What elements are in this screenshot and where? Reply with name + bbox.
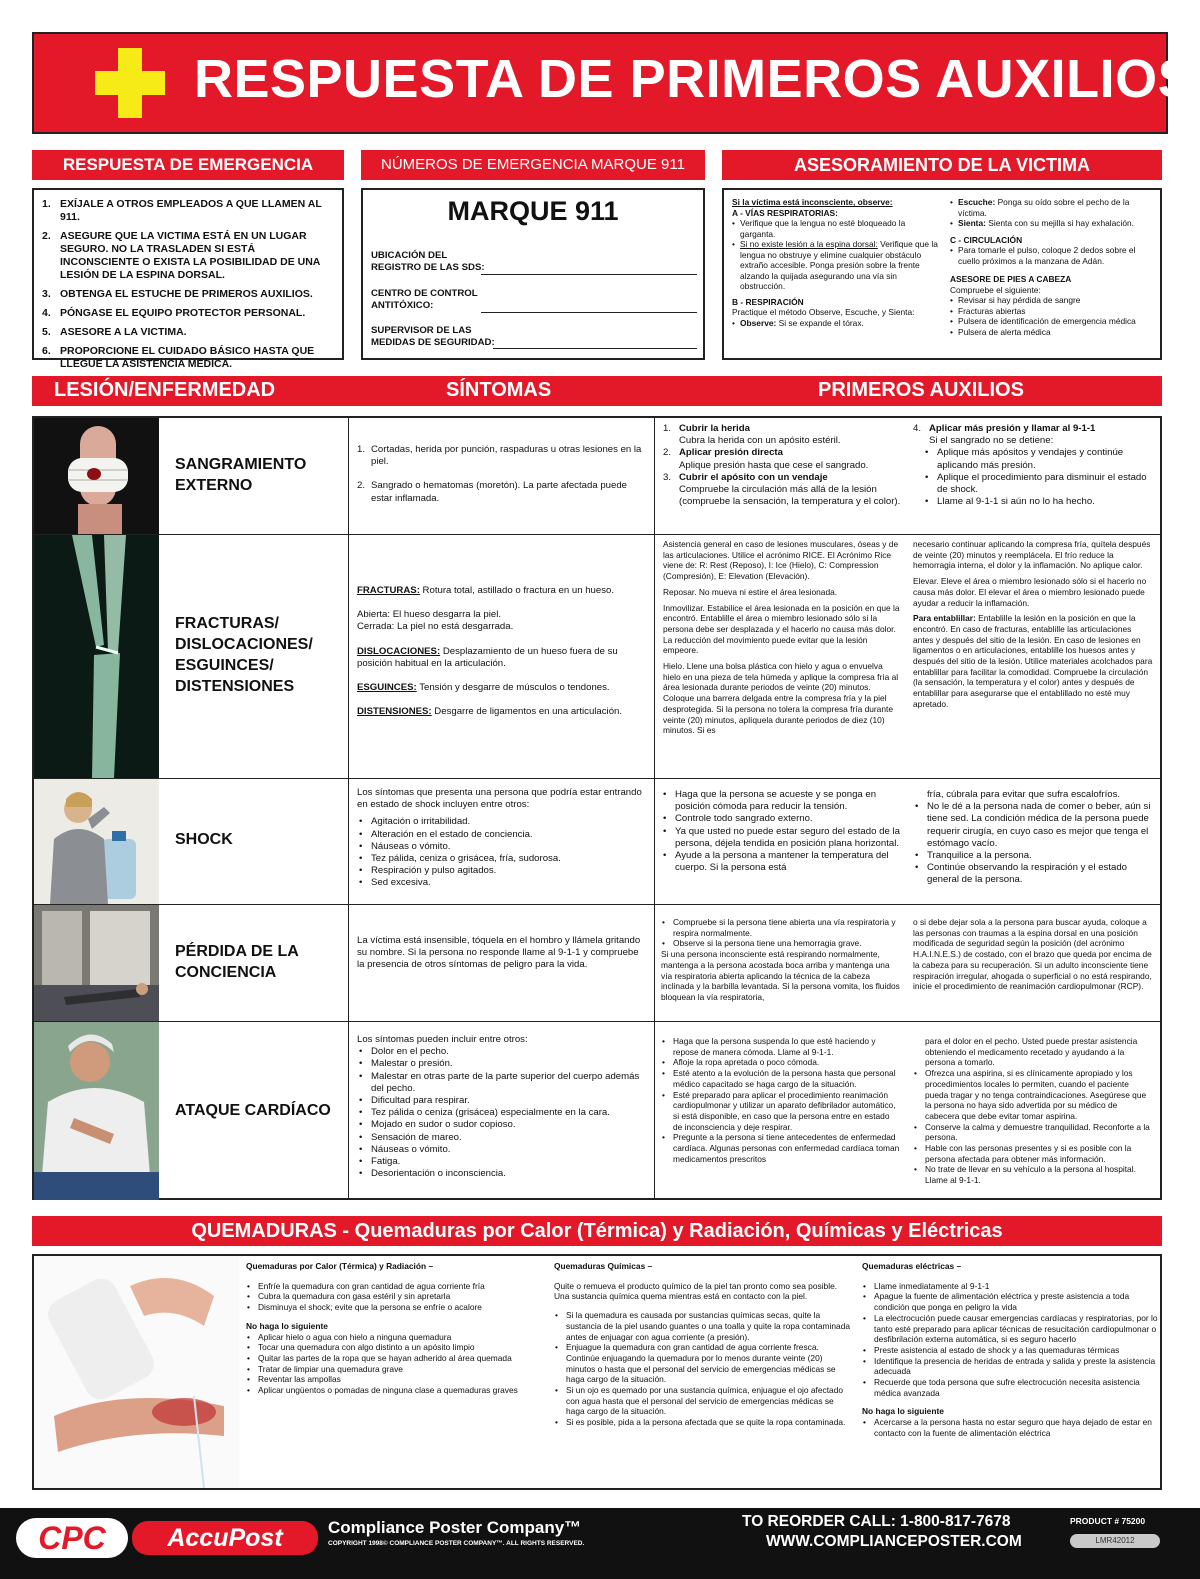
list-item: • Observe si la persona tiene una hemorragia grave. <box>661 938 901 949</box>
list-item: • Controle todo sangrado externo. <box>661 813 901 825</box>
sds-location-line[interactable] <box>481 274 697 275</box>
list-item: • Quitar las partes de la ropa que se hayan adherido al área quemada <box>246 1353 542 1364</box>
head-to-toe-title: ASESORE DE PIES A CABEZA <box>950 274 1072 284</box>
list-item: • Tratar de limpiar una quemadura grave <box>246 1364 542 1375</box>
injury-name: ATAQUE CARDÍACO <box>175 1102 331 1119</box>
list-item: • Observe: Si se expande el tórax. <box>732 318 942 329</box>
unconscious-aid-cont: o si debe dejar sola a la persona para buscar ayuda, coloque a las personas con traumas a la espina dorsal en una posición modificada de seguridad según la posición (del acrónimo H.A.I.N.E.S.) de costado, con el brazo que queda por encima de la cabeza para su recuperación. Si un adulto inconsciente tiene respiración irregular, ahogada o superficial o no está respirando, inicie el procedimiento de reanimación cardiopulmonar (RCP). <box>913 917 1152 992</box>
poison-control-label: CENTRO DE CONTROL ANTITÓXICO: <box>371 288 478 311</box>
bandaged-finger-image <box>34 418 159 534</box>
fracture-def: FRACTURAS: Rotura total, astillado o fractura en un hueso. <box>357 585 615 596</box>
list-item: • Fracturas abiertas <box>950 306 1158 317</box>
list-item: 2. Aplicar presión directa Aplique presión hasta que cese el sangrado. <box>663 447 869 471</box>
list-item: • Malestar en otras parte de la parte superior del cuerpo además del pecho. <box>357 1071 646 1095</box>
list-item: • Aplique más apósitos y vendajes y continúe aplicando más presión. <box>923 447 1154 471</box>
xray-image <box>34 535 159 778</box>
list-item: • Si no existe lesión a la espina dorsal: Verifique que la lengua no obstruye y elimine cualquier obstáculo extraño accesible. Ponga presión sobre la frente alzando la quijada asegurando una vía sin obstrucción. <box>732 239 942 292</box>
chemical-title: Quemaduras Químicas – <box>554 1261 653 1271</box>
list-item: 1. EXÍJALE A OTROS EMPLEADOS A QUE LLAMEN AL 911. <box>42 198 322 223</box>
strain-def: DISTENSIONES: Desgarre de ligamentos en una articulación. <box>357 706 623 718</box>
column-header-bar <box>32 376 1162 406</box>
thermal-burns <box>246 1261 542 1396</box>
injury-table <box>32 416 1162 1200</box>
table-row <box>34 418 1160 535</box>
list-item: • Respiración y pulso agitados. <box>357 865 646 877</box>
list-item: • Reventar las ampollas <box>246 1374 542 1385</box>
list-item: 6. PROPORCIONE EL CUIDADO BÁSICO HASTA QUE LLEGUE LA ASISTENCIA MÉDICA. <box>42 345 315 370</box>
thermal-dont-title: No haga lo siguiente <box>246 1320 328 1331</box>
first-aid-cell <box>655 1022 907 1200</box>
list-item: • Pulsera de identificación de emergencia médica <box>950 316 1158 327</box>
list-item: • Disminuya el shock; evite que la persona se enfríe o acalore <box>246 1302 542 1313</box>
list-item: • Dolor en el pecho. <box>357 1046 646 1058</box>
first-aid-cell <box>907 535 1160 778</box>
chemical-burns <box>554 1261 852 1428</box>
rice-intro: Asistencia general en caso de lesiones musculares, óseas y de las articulaciones. Utilice el acrónimo RICE. El Acrónimo Rice viene de: R: Rest (Reposo), I: Ice (Hielo), C: Compression (Compresión), E: Elevation (Elevación). <box>663 539 899 582</box>
website-link[interactable]: WWW.COMPLIANCEPOSTER.COM <box>766 1533 1022 1550</box>
safety-supervisor-label: SUPERVISOR DE LAS MEDIDAS DE SEGURIDAD: <box>371 325 495 348</box>
list-item: • Mojado en sudor o sudor copioso. <box>357 1119 646 1131</box>
list-item: 1. Cubrir la herida Cubra la herida con un apósito estéril. <box>663 423 841 447</box>
list-item: • Esté atento a la evolución de la persona hasta que personal médico capacitado se haga cargo de la situación. <box>661 1068 901 1089</box>
footer <box>0 1508 1200 1579</box>
list-item: • Enjuague la quemadura con gran cantidad de agua corriente fresca. Continúe enjuagando la quemadura por lo menos durante veinte (20) minutos o hasta que el personal del servicio de emergencias médicas se haga cargo de la situación. <box>554 1342 852 1385</box>
list-item: • Tocar una quemadura con algo distinto a un apósito limpio <box>246 1342 542 1353</box>
list-item: 5. ASESORE A LA VICTIMA. <box>42 326 187 338</box>
shock-intro: Los síntomas que presenta una persona que podría estar entrando en estado de shock incluyen entre otros: <box>357 787 642 811</box>
list-item: • Agitación o irritabilidad. <box>357 816 646 828</box>
list-item: • Aplicar hielo o agua con hielo a ninguna quemadura <box>246 1332 542 1343</box>
unconscious-person-image <box>34 905 159 1021</box>
list-item: • No le dé a la persona nada de comer o beber, aún si tiene sed. La condición médica de la persona puede requerir cirugía, en cuyo caso es mejor que tenga el estómago vacío. <box>913 801 1154 850</box>
heart-aid-cont: para el dolor en el pecho. Usted puede prestar asistencia obteniendo el medicamento recetado y ayudando a la persona a tomarlo. <box>925 1036 1138 1068</box>
head-to-toe-text: Compruebe el siguiente: <box>950 284 1041 295</box>
injury-cell <box>159 905 349 1021</box>
airway-title: A - VÍAS RESPIRATORIAS: <box>732 207 838 218</box>
safety-supervisor-line[interactable] <box>493 348 697 349</box>
list-item: • Hable con las personas presentes y si es posible con la persona afectada para obtener más información. <box>913 1143 1154 1164</box>
list-item: • Conserve la calma y demuestre tranquilidad. Reconforte a la persona. <box>913 1122 1154 1143</box>
company-name: Compliance Poster Company™ <box>328 1518 582 1537</box>
unconscious-symptoms: La víctima está insensible, tóquela en el hombro y llámela gritando su nombre. Si la persona no responde llame al 9-1-1 y compruebe la presencia de otros síntomas de peligro para la vida. <box>357 935 641 971</box>
list-item: • Compruebe si la persona tiene abierta una vía respiratoria y respira normalmente. <box>661 917 901 938</box>
first-aid-cell <box>655 535 907 778</box>
list-item: • Tez pálida, ceniza o grisácea, fría, sudorosa. <box>357 853 646 865</box>
injury-name: FRACTURAS/ DISLOCACIONES/ ESGUINCES/ DISTENSIONES <box>175 615 313 695</box>
immobilize-text: Inmovilizar. Estabilice el área lesionada en la posición en que la encontró. Entablille el área o miembro lesionado sólo si la persona debe ser desplazada y el hacerlo no causa más dolor. La reducción del movimiento puede evitar que la lesión empeore. <box>663 602 900 656</box>
circulation-title: C - CIRCULACIÓN <box>950 234 1023 245</box>
first-aid-cell <box>907 1022 1160 1200</box>
assess-box <box>722 188 1162 360</box>
ice-text: Hielo. Llene una bolsa plástica con hielo y agua o envuelva hielo en una pieza de tela húmeda y aplique la compresa fría al área lesionada durante periodos de veinte (20) minutos. Coloque una barrera delgada entre la compresa fría y la piel desprotegida. Si la persona no tolera la compresa fría durante veinte (20) minutos, aplíquela durante periodos de diez (10) minutos. Si es <box>663 661 899 736</box>
electrical-burns <box>862 1261 1158 1439</box>
list-item: • Náuseas o vómito. <box>357 1144 646 1156</box>
first-aid-cell <box>655 779 907 904</box>
symptoms-cell <box>349 779 655 904</box>
table-row <box>34 535 1160 779</box>
elevate-text: Elevar. Eleve el área o miembro lesionado sólo si el hacerlo no causa más dolor. El elevar el área o miembro lesionado puede ayudar a reducir la inflamación. <box>913 576 1147 608</box>
page-title: RESPUESTA DE PRIMEROS AUXILIOS <box>194 49 1195 109</box>
col-symptoms: SÍNTOMAS <box>446 379 552 401</box>
injury-cell <box>159 418 349 534</box>
burns-heading: QUEMADURAS - Quemaduras por Calor (Térmica) y Radiación, Químicas y Eléctricas <box>32 1216 1162 1246</box>
assess-left <box>732 197 942 328</box>
list-item: • Si un ojo es quemado por una sustancia química, enjuague el ojo afectado con agua hasta que el personal del servicio de emergencias médicas se haga cargo de la situación. <box>554 1385 852 1417</box>
list-item: • Tranquilice a la persona. <box>913 850 1154 862</box>
symptoms-cell <box>349 418 655 534</box>
chemical-intro: Quite o remueva el producto químico de la piel tan pronto como sea posible. Una sustancia química quema mientras está en contacto con la piel. <box>554 1280 838 1302</box>
shock-cont: fría, cúbrala para evitar que sufra escalofríos. <box>927 789 1121 800</box>
col-first-aid: PRIMEROS AUXILIOS <box>818 379 1024 401</box>
list-item: • Para tomarle el pulso, coloque 2 dedos sobre el cuello próximos a la manzana de Adán. <box>950 245 1158 266</box>
poison-control-line[interactable] <box>481 312 697 313</box>
list-item: • Llame inmediatamente al 9-1-1 <box>862 1281 1158 1292</box>
list-item: • Ya que usted no puede estar seguro del estado de la persona, déjela tendida en posición plana horizontal. <box>661 826 901 850</box>
first-aid-cell <box>655 905 907 1021</box>
list-item: • Ayude a la persona a mantener la temperatura del cuerpo. Si la persona está <box>661 850 901 874</box>
list-item: • Pulsera de alerta médica <box>950 327 1158 338</box>
list-item: • Afloje la ropa apretada o poco cómoda. <box>661 1057 901 1068</box>
list-item: 1. Cortadas, herida por punción, raspaduras u otras lesiones en la piel. <box>357 444 642 468</box>
list-item: • Desorientación o inconsciencia. <box>357 1168 646 1180</box>
list-item: • Malestar o presión. <box>357 1058 646 1070</box>
breathing-title: B - RESPIRACIÓN <box>732 296 804 307</box>
assess-right <box>950 197 1158 337</box>
list-item: • Haga que la persona suspenda lo que esté haciendo y repose de manera cómoda. Llame al 9-1-1. <box>661 1036 901 1057</box>
injury-name: PÉRDIDA DE LA CONCIENCIA <box>175 943 299 981</box>
list-item: • Aplique el procedimiento para disminuir el estado de shock. <box>923 472 1154 496</box>
injury-name: SHOCK <box>175 831 233 848</box>
list-item: • Alteración en el estado de conciencia. <box>357 829 646 841</box>
list-item: • Acercarse a la persona hasta no estar seguro que haya dejado de estar en contacto con la fuente de alimentación eléctrica <box>862 1417 1158 1438</box>
sds-location-label: UBICACIÓN DEL REGISTRO DE LAS SDS: <box>371 250 485 273</box>
emergency-list <box>42 198 336 371</box>
copyright: COPYRIGHT 1998© COMPLIANCE POSTER COMPANY™. ALL RIGHTS RESERVED. <box>328 1540 585 1547</box>
sprain-def: ESGUINCES: Tensión y desgarre de músculos o tendones. <box>357 682 610 694</box>
numbers-box <box>361 188 705 360</box>
dial-911-text: MARQUE 911 <box>447 196 619 226</box>
injury-cell <box>159 535 349 778</box>
first-aid-cell <box>907 779 1160 904</box>
rest-text: Reposar. No mueva ni estire el área lesionada. <box>663 586 838 597</box>
form-code: LMR42012 <box>1070 1534 1160 1548</box>
burn-hand-image <box>34 1256 239 1488</box>
first-aid-cell <box>907 418 1160 534</box>
list-item: 4. Aplicar más presión y llamar al 9-1-1 Si el sangrado no se detiene: <box>913 423 1096 447</box>
injury-cell <box>159 1022 349 1200</box>
list-item: • Si la quemadura es causada por sustancias químicas secas, quite la sustancia de la piel usando guantes o una toalla y quite la ropa contaminada antes de enjuagar con agua corriente (a presión). <box>554 1310 852 1342</box>
symptoms-cell <box>349 1022 655 1200</box>
dislocation-def: DISLOCACIONES: Desplazamiento de un hueso fuera de su posición habitual en la articulación. <box>357 645 618 669</box>
accupost-wordmark: AccuPost <box>132 1521 318 1555</box>
list-item: • Apague la fuente de alimentación eléctrica y preste asistencia a toda condición que ponga en peligro la vida <box>862 1291 1158 1312</box>
shock-person-image <box>34 779 159 904</box>
list-item: • Dificultad para respirar. <box>357 1095 646 1107</box>
product-number: PRODUCT # 75200 <box>1070 1516 1146 1526</box>
list-item: 4. PÓNGASE EL EQUIPO PROTECTOR PERSONAL. <box>42 307 306 319</box>
list-item: • Sensación de mareo. <box>357 1132 646 1144</box>
list-item: 3. Cubrir el apósito con un vendaje Compruebe la circulación más allá de la lesión (compruebe la sensación, la temperatura y el color). <box>663 471 901 508</box>
list-item: • Si es posible, pida a la persona afectada que se quite la ropa contaminada. <box>554 1417 852 1428</box>
assess-intro: Si la víctima está inconsciente, observe: <box>732 197 893 207</box>
injury-cell <box>159 779 349 904</box>
list-item: • Náuseas o vómito. <box>357 841 646 853</box>
list-item: • Enfríe la quemadura con gran cantidad de agua corriente fría <box>246 1281 542 1292</box>
open-fracture: Abierta: El hueso desgarra la piel. <box>357 609 501 621</box>
table-row <box>34 1022 1160 1200</box>
ice-text-cont: necesario continuar aplicando la compresa fría, quítela después de veinte (20) minutos y reemplácela. El frío reduce la hemorragia interna, el dolor y la inflamación. No aplique calor. <box>913 539 1151 571</box>
list-item: • Revisar si hay pérdida de sangre <box>950 295 1158 306</box>
reorder-phone: TO REORDER CALL: 1-800-817-7678 <box>742 1513 1011 1530</box>
list-item: 3. OBTENGA EL ESTUCHE DE PRIMEROS AUXILIOS. <box>42 288 313 300</box>
list-item: • Haga que la persona se acueste y se ponga en posición cómoda para reducir la tensión. <box>661 789 901 813</box>
list-item: • Preste asistencia al estado de shock y a las quemaduras térmicas <box>862 1345 1158 1356</box>
breathing-text: Practique el método Observe, Escuche, y Sienta: <box>732 307 915 317</box>
title-banner <box>32 32 1195 134</box>
emergency-box <box>32 188 344 370</box>
accupost-logo <box>16 1518 316 1558</box>
first-aid-cell <box>907 905 1160 1021</box>
thermal-title: Quemaduras por Calor (Térmica) y Radiación – <box>246 1261 434 1271</box>
list-item: • Pregunte a la persona si tiene antecedentes de enfermedad cardíaca. Algunas personas con enfermedad cardíaca toman medicamentos prescritos <box>661 1132 901 1164</box>
list-item: • Continúe observando la respiración y el estado general de la persona. <box>913 862 1154 886</box>
heart-attack-image <box>34 1022 159 1200</box>
list-item: • Llame al 9-1-1 si aún no lo ha hecho. <box>923 496 1154 508</box>
burns-box <box>32 1254 1162 1490</box>
list-item: • Fatiga. <box>357 1156 646 1168</box>
list-item: • Sienta: Sienta con su mejilla si hay exhalación. <box>950 218 1158 229</box>
assess-heading: ASESORAMIENTO DE LA VICTIMA <box>722 150 1162 180</box>
list-item: • Escuche: Ponga su oído sobre el pecho de la víctima. <box>950 197 1158 218</box>
list-item: • Identifique la presencia de heridas de entrada y salida y preste la asistencia adecuada <box>862 1356 1158 1377</box>
list-item: • No trate de llevar en su vehículo a la persona al hospital. Llame al 9-1-1. <box>913 1164 1154 1185</box>
first-aid-cell <box>655 418 907 534</box>
cpc-logo: CPC <box>16 1518 128 1558</box>
list-item: • Sed excesiva. <box>357 877 646 889</box>
list-item: 2. Sangrado o hematomas (moretón). La parte afectada puede estar inflamada. <box>357 480 627 504</box>
table-row <box>34 779 1160 905</box>
electrical-dont-title: No haga lo siguiente <box>862 1406 944 1417</box>
splint-text: Para entablillar: Entablille la lesión en la posición en que la encontró. En caso de fracturas, entablille las articulaciones antes y después del sitio de la lesión. En caso de lesiones en ligamentos o en articulaciones, entablille los huesos antes y después del sitio de la lesión. Utilice materiales acolchados para entablillar para facilitar la comodidad. Compruebe la circulación (la sensación, la temperatura y el color) antes y después de entablillar para asegurarse que el entablillado no esté muy apretado. <box>913 613 1153 709</box>
list-item: • Cubra la quemadura con gasa estéril y sin apretarla <box>246 1291 542 1302</box>
list-item: • Aplicar ungüentos o pomadas de ninguna clase a quemaduras graves <box>246 1385 542 1396</box>
symptoms-cell <box>349 905 655 1021</box>
cross-icon-bar <box>95 71 165 95</box>
list-item: • Tez pálida o ceniza (grisácea) especialmente en la cara. <box>357 1107 646 1119</box>
list-item: • Ofrezca una aspirina, si es clínicamente apropiado y los procedimientos locales lo permiten, cuando el paciente pueda tragar y no tenga contraindicaciones. Asegúrese que la persona no haya sido advertida por su médico de cabecera que debe evitar tomar aspirina. <box>913 1068 1154 1122</box>
list-item: • Recuerde que toda persona que sufre electrocución necesita asistencia médica avanzada <box>862 1377 1158 1398</box>
injury-name: SANGRAMIENTO EXTERNO <box>175 456 307 494</box>
list-item: • Verifique que la lengua no esté bloqueado la garganta. <box>732 218 942 239</box>
numbers-heading: NÚMEROS DE EMERGENCIA MARQUE 911 <box>361 150 705 180</box>
emergency-heading: RESPUESTA DE EMERGENCIA <box>32 150 344 180</box>
electrical-title: Quemaduras eléctricas – <box>862 1261 962 1271</box>
table-row <box>34 905 1160 1022</box>
list-item: • Esté preparado para aplicar el procedimiento reanimación cardiopulmonar y utilizar un aparato defibrilador automático, si está disponible, en caso que la persona entre en estado de inconsciencia y deje respirar. <box>661 1090 901 1133</box>
closed-fracture: Cerrada: La piel no está desgarrada. <box>357 621 514 633</box>
symptoms-cell <box>349 535 655 778</box>
list-item: • La electrocución puede causar emergencias cardíacas y respiratorias, por lo tanto esté preparado para aplicar técnicas de resucitación cardiopulmonar o desfibrilación externa automática, si es seguro hacerlo <box>862 1313 1158 1345</box>
list-item: 2. ASEGURE QUE LA VICTIMA ESTÁ EN UN LUGAR SEGURO. NO LA TRASLADEN SI ESTÁ INCONSCIENTE O EXISTA LA POSIBILIDAD DE UNA LESIÓN DE LA ESPINA DORSAL. <box>42 230 320 281</box>
unconscious-aid: Si una persona inconsciente está respirando normalmente, mantenga a la persona acostada boca arriba y mantenga una vía respiratoria abierta aplicando la técnica de la cabeza inclinada y la barbilla levantada. Si la persona vomita, los fluidos bloquean la vía respiratoria, <box>661 949 900 1002</box>
heart-intro: Los síntomas pueden incluir entre otros: <box>357 1034 528 1045</box>
col-injury: LESIÓN/ENFERMEDAD <box>54 379 276 401</box>
